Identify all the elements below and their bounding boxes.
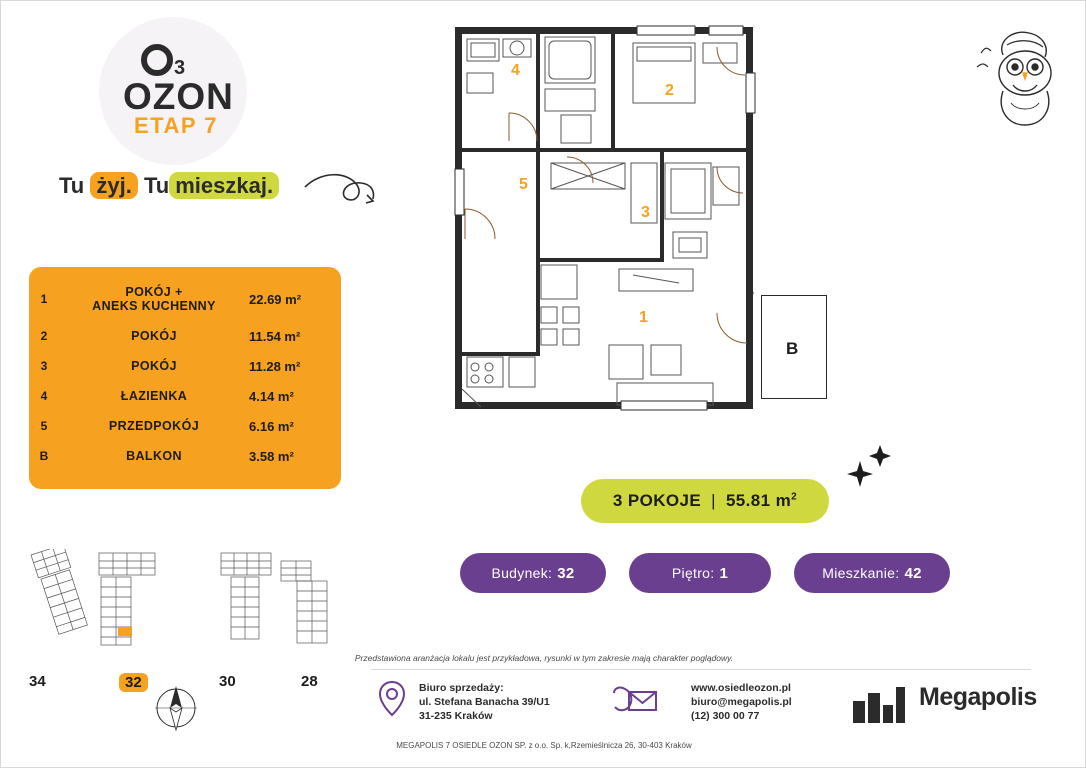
mini-label-28[interactable]: 28 [301,673,318,690]
room-area: 3.58 m² [249,448,294,464]
room-area: 11.54 m² [249,328,301,344]
phone-number: (12) 300 00 77 [691,710,760,722]
plan-label-4: 4 [511,62,520,79]
room-number: 4 [40,389,48,403]
logo-name: OZON [123,76,234,117]
buildings-icon [851,685,907,725]
location-pin-icon [377,679,407,719]
summary-rooms: 3 POKOJE [612,491,702,510]
room-area: 22.69 m² [249,291,302,307]
room-number: B [39,449,49,463]
mascot-icon [973,21,1069,141]
badge-flat-value: 42 [904,564,922,582]
building-key-plans [23,549,343,719]
footer [371,675,1041,737]
summary-area [726,491,797,511]
summary-badge [581,479,829,523]
plan-label-5: 5 [519,176,528,193]
slogan-part2: Tu [143,173,170,198]
badge-building-value: 32 [557,564,575,582]
footer-divider [371,669,1031,670]
plan-label-3: 3 [641,204,650,221]
plan-label-2: 2 [665,82,674,99]
badge-building [460,553,606,593]
room-number: 1 [40,292,48,306]
table-row [29,381,341,411]
room-name-line2: ANEKS KUCHENNY [92,299,216,313]
room-number: 5 [40,419,48,433]
room-name-line1: POKÓJ + [125,285,183,299]
room-name [59,285,249,313]
sales-office-address2: 31-235 Kraków [419,710,493,722]
summary-area-unit: m [775,491,792,510]
room-name: POKÓJ [131,359,177,373]
summary-area-value: 55.81 [725,491,771,510]
sales-office-block [419,681,550,723]
brand-name: Megapolis [919,683,1037,711]
logo-mark-sub: 3 [174,57,186,79]
sparkle-icon [833,441,895,495]
contact-block [691,681,792,723]
table-row [29,277,341,321]
summary-separator: | [711,491,716,510]
slogan-part1: Tu [59,173,85,198]
room-area: 4.14 m² [249,388,294,404]
slogan-highlight-mieszkaj: mieszkaj. [169,172,279,199]
disclaimer-text: Przedstawiona aranżacja lokalu jest przykładowa, rysunki w tym zakresie mają charakter poglądowy. [354,653,734,663]
legal-text: MEGAPOLIS 7 OSIEDLE OZON SP. z o.o. Sp. k,Rzemieślnicza 26, 30-403 Kraków [396,741,692,750]
mini-label-30[interactable]: 30 [219,673,236,690]
arrow-doodle-icon [301,169,381,214]
room-name: POKÓJ [131,329,177,343]
summary-area-sup: 2 [791,491,798,503]
phone-envelope-icon [611,683,659,717]
floor-plan [441,17,799,423]
mini-label-32[interactable]: 32 [119,673,148,692]
highlighted-unit [118,627,132,636]
mini-label-34[interactable]: 34 [29,673,46,690]
email-link[interactable]: biuro@megapolis.pl [691,696,792,708]
table-row [29,351,341,381]
room-area: 6.16 m² [249,418,294,434]
room-number: 2 [40,329,48,343]
room-number: 3 [40,359,48,373]
sales-office-address1: ul. Stefana Banacha 39/U1 [419,696,550,708]
mini-plans-drawing [23,549,343,669]
room-name: ŁAZIENKA [120,389,188,403]
plan-label-balcony: B [786,339,799,358]
table-row [29,321,341,351]
badge-flat-label: Mieszkanie: [822,565,900,581]
room-schedule-table [29,267,341,489]
room-area: 11.28 m² [249,358,301,374]
logo-ring-icon [141,44,173,76]
badge-floor-label: Piętro: [671,565,715,581]
slogan-highlight-zyj: żyj. [90,172,137,199]
badge-building-label: Budynek: [491,565,553,581]
plan-label-1: 1 [639,309,648,326]
logo-stage: ETAP 7 [134,113,218,138]
table-row [29,411,341,441]
room-name: BALKON [126,449,182,463]
compass-icon [149,681,203,735]
badge-floor-value: 1 [719,564,729,582]
website-link[interactable]: www.osiedleozon.pl [691,682,791,694]
room-name: PRZEDPOKÓJ [108,419,200,433]
slogan [59,173,279,199]
badge-flat [794,553,950,593]
table-row [29,441,341,471]
badge-floor [629,553,771,593]
sales-office-title: Biuro sprzedaży: [419,682,504,694]
